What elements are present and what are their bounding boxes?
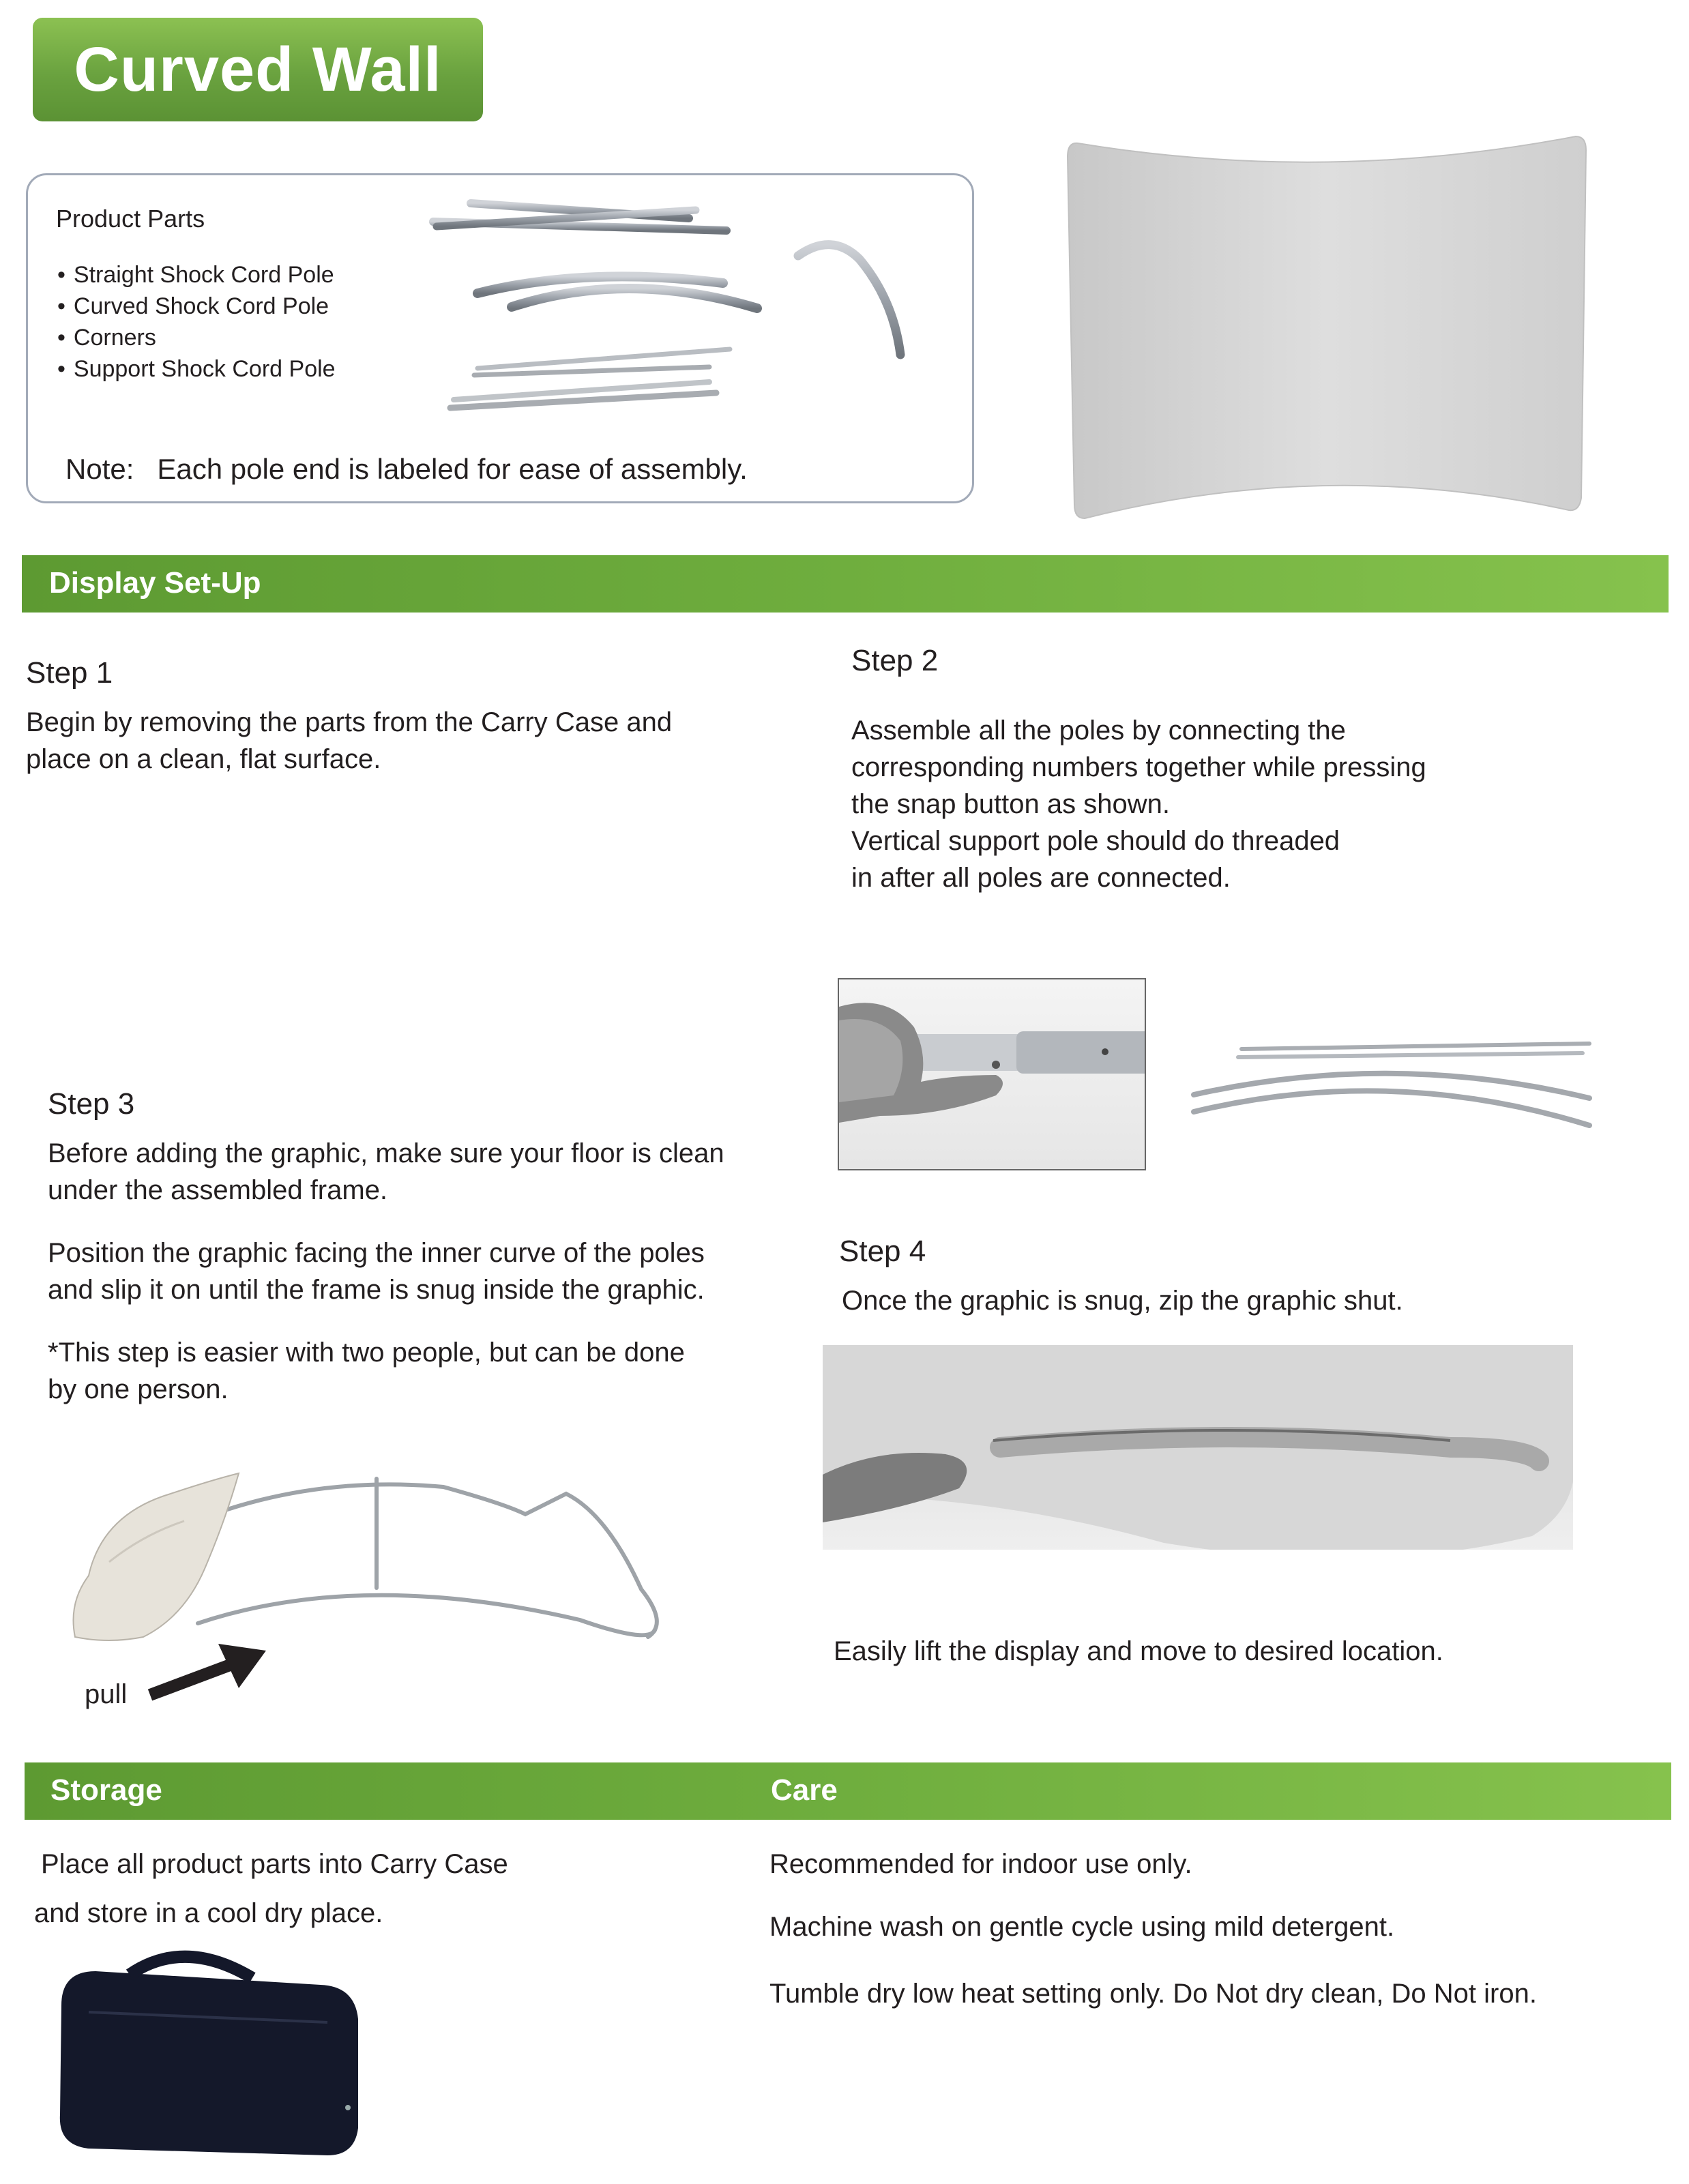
text-line: the snap button as shown. bbox=[851, 789, 1170, 819]
step1-text bbox=[26, 704, 672, 778]
storage-care-bar bbox=[25, 1762, 1671, 1820]
text-line: Position the graphic facing the inner curve of the poles bbox=[48, 1238, 705, 1268]
part-item: • Curved Shock Cord Pole bbox=[57, 291, 336, 322]
hand-pole-icon bbox=[839, 979, 1146, 1170]
text-line: and slip it on until the frame is snug inside the graphic. bbox=[48, 1275, 705, 1305]
part-item: • Support Shock Cord Pole bbox=[57, 353, 336, 385]
support-pole-icon bbox=[450, 349, 730, 408]
step4-text: Once the graphic is snug, zip the graphic shut. bbox=[842, 1286, 1403, 1316]
text-line: under the assembled frame. bbox=[48, 1175, 388, 1205]
step3-para3 bbox=[48, 1334, 685, 1408]
part-item: • Straight Shock Cord Pole bbox=[57, 259, 336, 291]
frame-graphic-illustration bbox=[61, 1439, 689, 1712]
text-line: *This step is easier with two people, but can be done bbox=[48, 1338, 685, 1368]
step4-after-text: Easily lift the display and move to desired location. bbox=[834, 1636, 1443, 1666]
curved-pole-icon bbox=[478, 276, 757, 308]
storage-line-2: and store in a cool dry place. bbox=[34, 1898, 383, 1928]
care-line-2: Machine wash on gentle cycle using mild detergent. bbox=[769, 1912, 1395, 1942]
pull-arrow-icon bbox=[150, 1644, 266, 1695]
carry-case-image bbox=[48, 1944, 368, 2162]
part-item: • Corners bbox=[57, 322, 336, 353]
text-line: corresponding numbers together while pressing bbox=[851, 752, 1426, 782]
storage-heading: Storage bbox=[50, 1773, 162, 1807]
text-line: Vertical support pole should do threaded bbox=[851, 826, 1340, 856]
step2-text bbox=[851, 712, 1426, 896]
straight-pole-icon bbox=[433, 203, 726, 231]
note-label: Note: bbox=[65, 453, 134, 485]
product-parts-heading: Product Parts bbox=[56, 205, 205, 233]
page-title: Curved Wall bbox=[33, 18, 483, 121]
zip-graphic-photo bbox=[823, 1345, 1573, 1577]
care-heading: Care bbox=[771, 1773, 838, 1807]
fabric-graphic-icon bbox=[74, 1473, 239, 1640]
step1-title: Step 1 bbox=[26, 656, 113, 690]
snap-button-photo bbox=[838, 978, 1146, 1170]
pull-label: pull bbox=[85, 1679, 128, 1709]
step3-para1 bbox=[48, 1135, 724, 1209]
frame-icon bbox=[164, 1479, 657, 1637]
parts-illustration bbox=[423, 191, 941, 423]
zipper-icon bbox=[823, 1345, 1573, 1577]
text-line: Before adding the graphic, make sure your floor is clean bbox=[48, 1138, 724, 1168]
text-line: place on a clean, flat surface. bbox=[26, 744, 381, 774]
carry-case-icon bbox=[60, 1957, 358, 2155]
step3-para2 bbox=[48, 1235, 705, 1308]
display-setup-heading: Display Set-Up bbox=[49, 566, 261, 600]
storage-line-1: Place all product parts into Carry Case bbox=[41, 1849, 508, 1879]
text-line: in after all poles are connected. bbox=[851, 863, 1231, 893]
step3-title: Step 3 bbox=[48, 1087, 135, 1121]
note-text: Each pole end is labeled for ease of assembly. bbox=[157, 453, 748, 485]
corner-icon bbox=[798, 245, 900, 355]
assembly-note bbox=[65, 453, 748, 486]
step2-title: Step 2 bbox=[851, 644, 939, 677]
text-line: Assemble all the poles by connecting the bbox=[851, 715, 1346, 746]
care-line-3: Tumble dry low heat setting only. Do Not dry clean, Do Not iron. bbox=[769, 1979, 1537, 2009]
step4-title: Step 4 bbox=[839, 1235, 926, 1268]
text-line: by one person. bbox=[48, 1374, 229, 1404]
display-setup-bar bbox=[22, 555, 1669, 613]
text-line: Begin by removing the parts from the Carry Case and bbox=[26, 707, 673, 737]
product-parts-list bbox=[57, 259, 336, 385]
curved-wall-image bbox=[1064, 130, 1589, 525]
care-line-1: Recommended for indoor use only. bbox=[769, 1849, 1192, 1879]
connected-poles-image bbox=[1187, 1030, 1603, 1139]
